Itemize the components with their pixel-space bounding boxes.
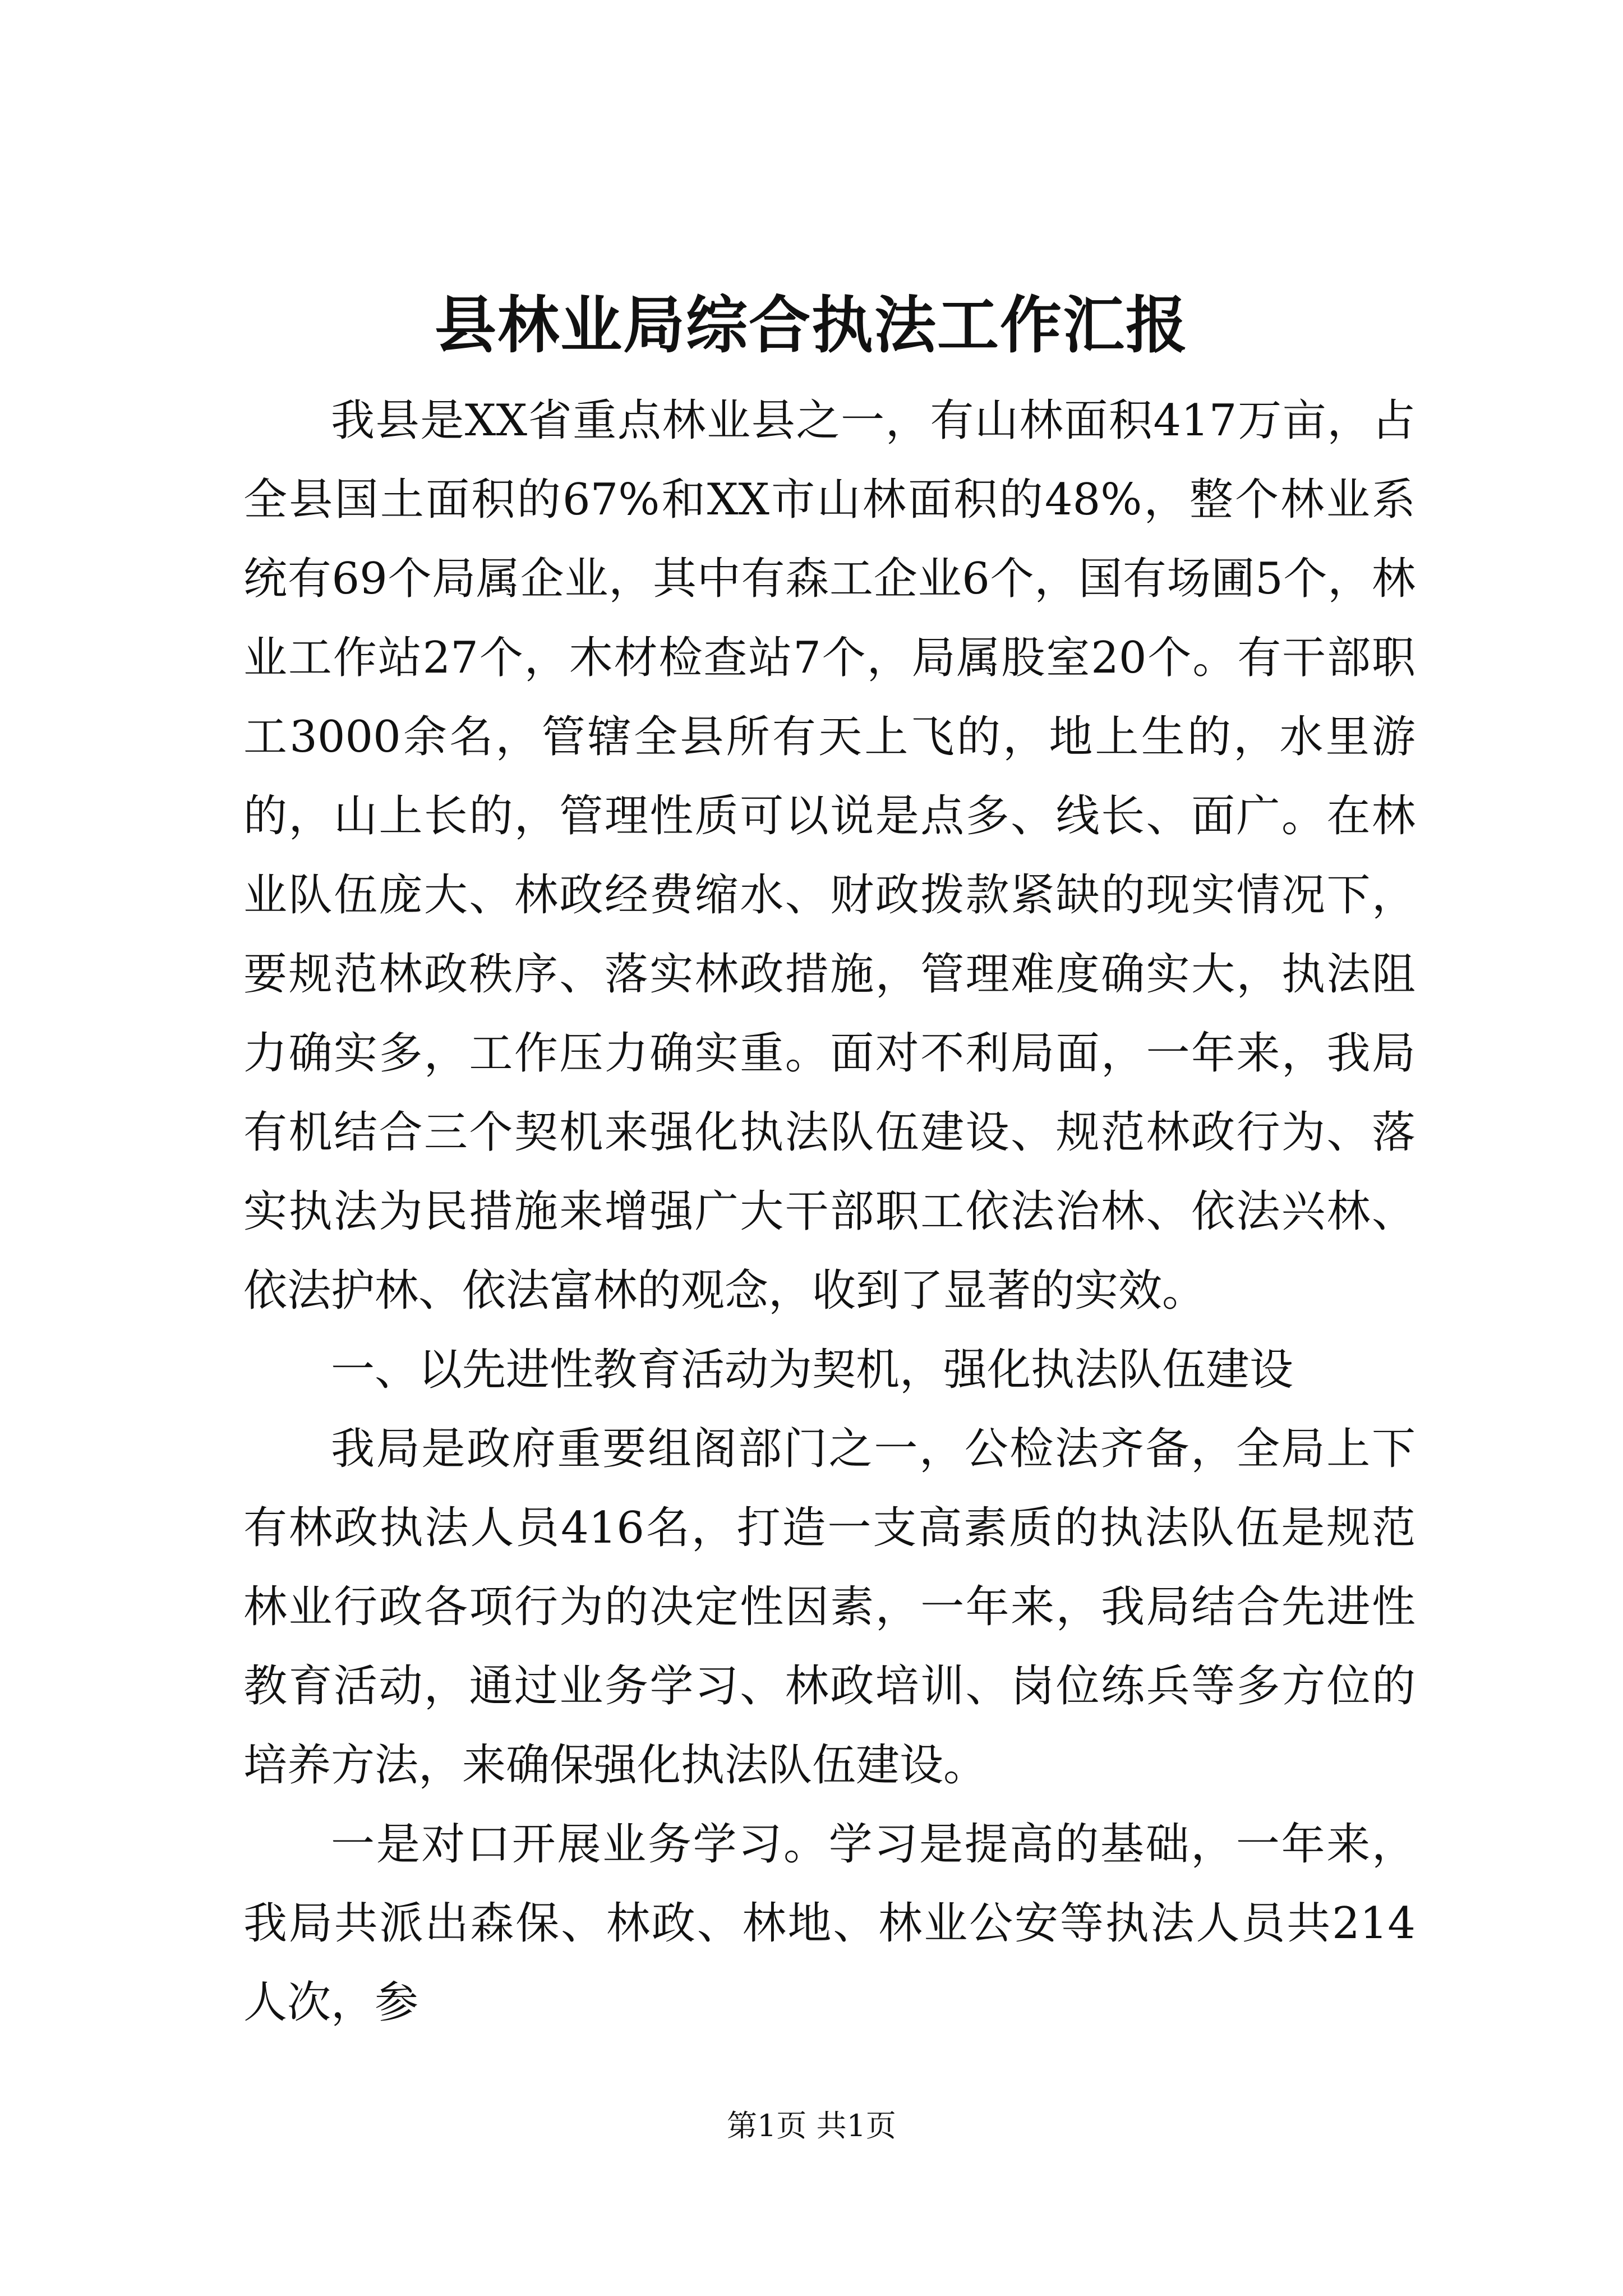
section-heading-1: 一、以先进性教育活动为契机，强化执法队伍建设 [331,1345,1294,1395]
paragraph-item-1: 一是对口开展业务学习。学习是提高的基础，一年来，我局共派出森保、林政、林地、林业公安等执法人员共214人次，参 [243,1819,1415,2028]
document-title: 县林业局综合执法工作汇报 [435,289,1188,361]
paragraph-intro: 我县是XX省重点林业县之一，有山林面积417万亩，占全县国土面积的67%和XX市山林面积的48%，整个林业系统有69个局属企业，其中有森工企业6个，国有场圃5个，林业工作站27个，木材检查站7个，局属股室20个。有干部职工3000余名，管辖全县所有天上飞的，地上生的，水里游的，山上长的，管理性质可以说是点多、线长、面广。在林业队伍庞大、林政经费缩水、财政拨款紧缺的现实情况下，要规范林政秩序、落实林政措施，管理难度确实大，执法阻力确实多，工作压力确实重。面对不利局面，一年来，我局有机结合三个契机来强化执法队伍建设、规范林政行为、落实执法为民措施来增强广大干部职工依法治林、依法兴林、依法护林、依法富林的观念，收到了显著的实效。 [243,395,1415,1316]
page-footer: 第1页 共1页 [727,2108,896,2143]
document-body [243,381,1415,2042]
paragraph-section-1: 我局是政府重要组阁部门之一，公检法齐备，全局上下有林政执法人员416名，打造一支高素质的执法队伍是规范林业行政各项行为的决定性因素，一年来，我局结合先进性教育活动，通过业务学习、林政培训、岗位练兵等多方位的培养方法，来确保强化执法队伍建设。 [243,1424,1415,1791]
